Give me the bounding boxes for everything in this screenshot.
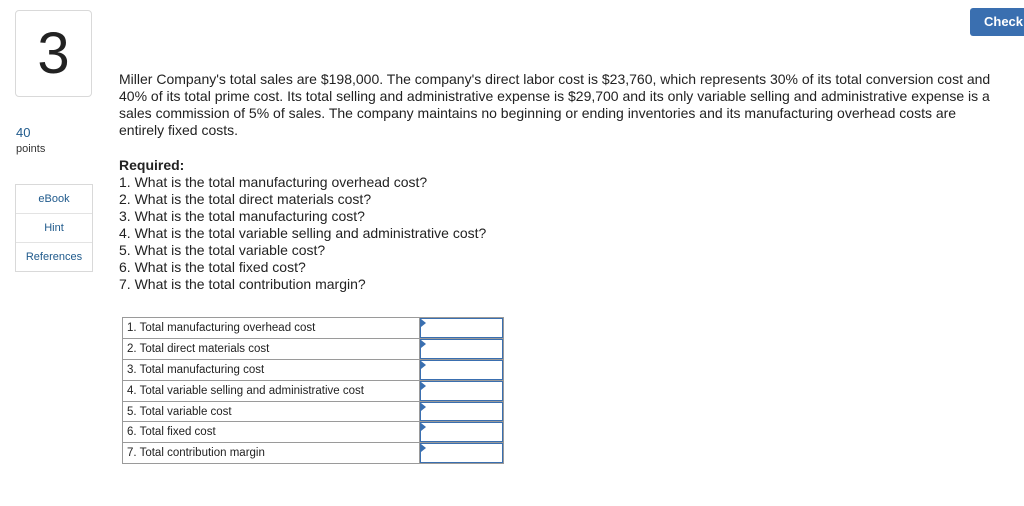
required-question: 1. What is the total manufacturing overhead cost? [119, 174, 428, 190]
input-marker-icon [421, 361, 426, 369]
hint-link[interactable]: Hint [16, 214, 92, 243]
check-button[interactable]: Check [970, 8, 1024, 36]
problem-text: Miller Company's total sales are $198,000. The company's direct labor cost is $23,760, which represents 30% of its total conversion cost and 40% of its total prime cost. Its total selling and administrative expense is $29,700 and its only variable selling and administrative expense is a sales commission of 5% of sales. The company maintains no beginning or ending inventories and its manufacturing overhead costs are entirely fixed costs. [119, 71, 991, 138]
required-question: 7. What is the total contribution margin? [119, 276, 366, 292]
table-row [123, 443, 504, 464]
points-label: points [16, 143, 46, 155]
direct-materials-input[interactable] [420, 339, 503, 359]
table-row [123, 380, 504, 401]
table-row [123, 401, 504, 422]
required-question: 2. What is the total direct materials cost? [119, 191, 372, 207]
required-questions [119, 174, 999, 293]
input-marker-icon [421, 444, 426, 452]
required-question: 6. What is the total fixed cost? [119, 259, 306, 275]
input-marker-icon [421, 319, 426, 327]
variable-cost-input[interactable] [420, 402, 503, 422]
variable-selling-admin-input[interactable] [420, 381, 503, 401]
input-marker-icon [421, 382, 426, 390]
table-row [123, 359, 504, 380]
question-tools [15, 184, 93, 272]
input-marker-icon [421, 423, 426, 431]
input-marker-icon [421, 340, 426, 348]
points-panel [16, 124, 45, 158]
required-heading: Required: [119, 157, 185, 173]
table-row [123, 318, 504, 339]
problem-statement [119, 71, 999, 293]
required-question: 5. What is the total variable cost? [119, 242, 326, 258]
manufacturing-overhead-input[interactable] [420, 318, 503, 338]
answer-label: 7. Total contribution margin [123, 443, 420, 464]
required-question: 4. What is the total variable selling and administrative cost? [119, 225, 487, 241]
required-question: 3. What is the total manufacturing cost? [119, 208, 365, 224]
manufacturing-cost-input[interactable] [420, 360, 503, 380]
answer-label: 1. Total manufacturing overhead cost [123, 318, 420, 339]
answer-label: 4. Total variable selling and administrative cost [123, 380, 420, 401]
contribution-margin-input[interactable] [420, 443, 503, 463]
table-row [123, 338, 504, 359]
points-value: 40 [16, 125, 31, 140]
answer-label: 6. Total fixed cost [123, 422, 420, 443]
references-link[interactable]: References [25, 251, 83, 263]
answer-label: 3. Total manufacturing cost [123, 359, 420, 380]
input-marker-icon [421, 403, 426, 411]
answer-label: 2. Total direct materials cost [123, 338, 420, 359]
required-section [119, 157, 999, 293]
answer-table [122, 317, 504, 464]
answer-label: 5. Total variable cost [123, 401, 420, 422]
fixed-cost-input[interactable] [420, 422, 503, 442]
ebook-link[interactable]: eBook [16, 185, 92, 214]
table-row [123, 422, 504, 443]
question-number: 3 [15, 10, 92, 97]
